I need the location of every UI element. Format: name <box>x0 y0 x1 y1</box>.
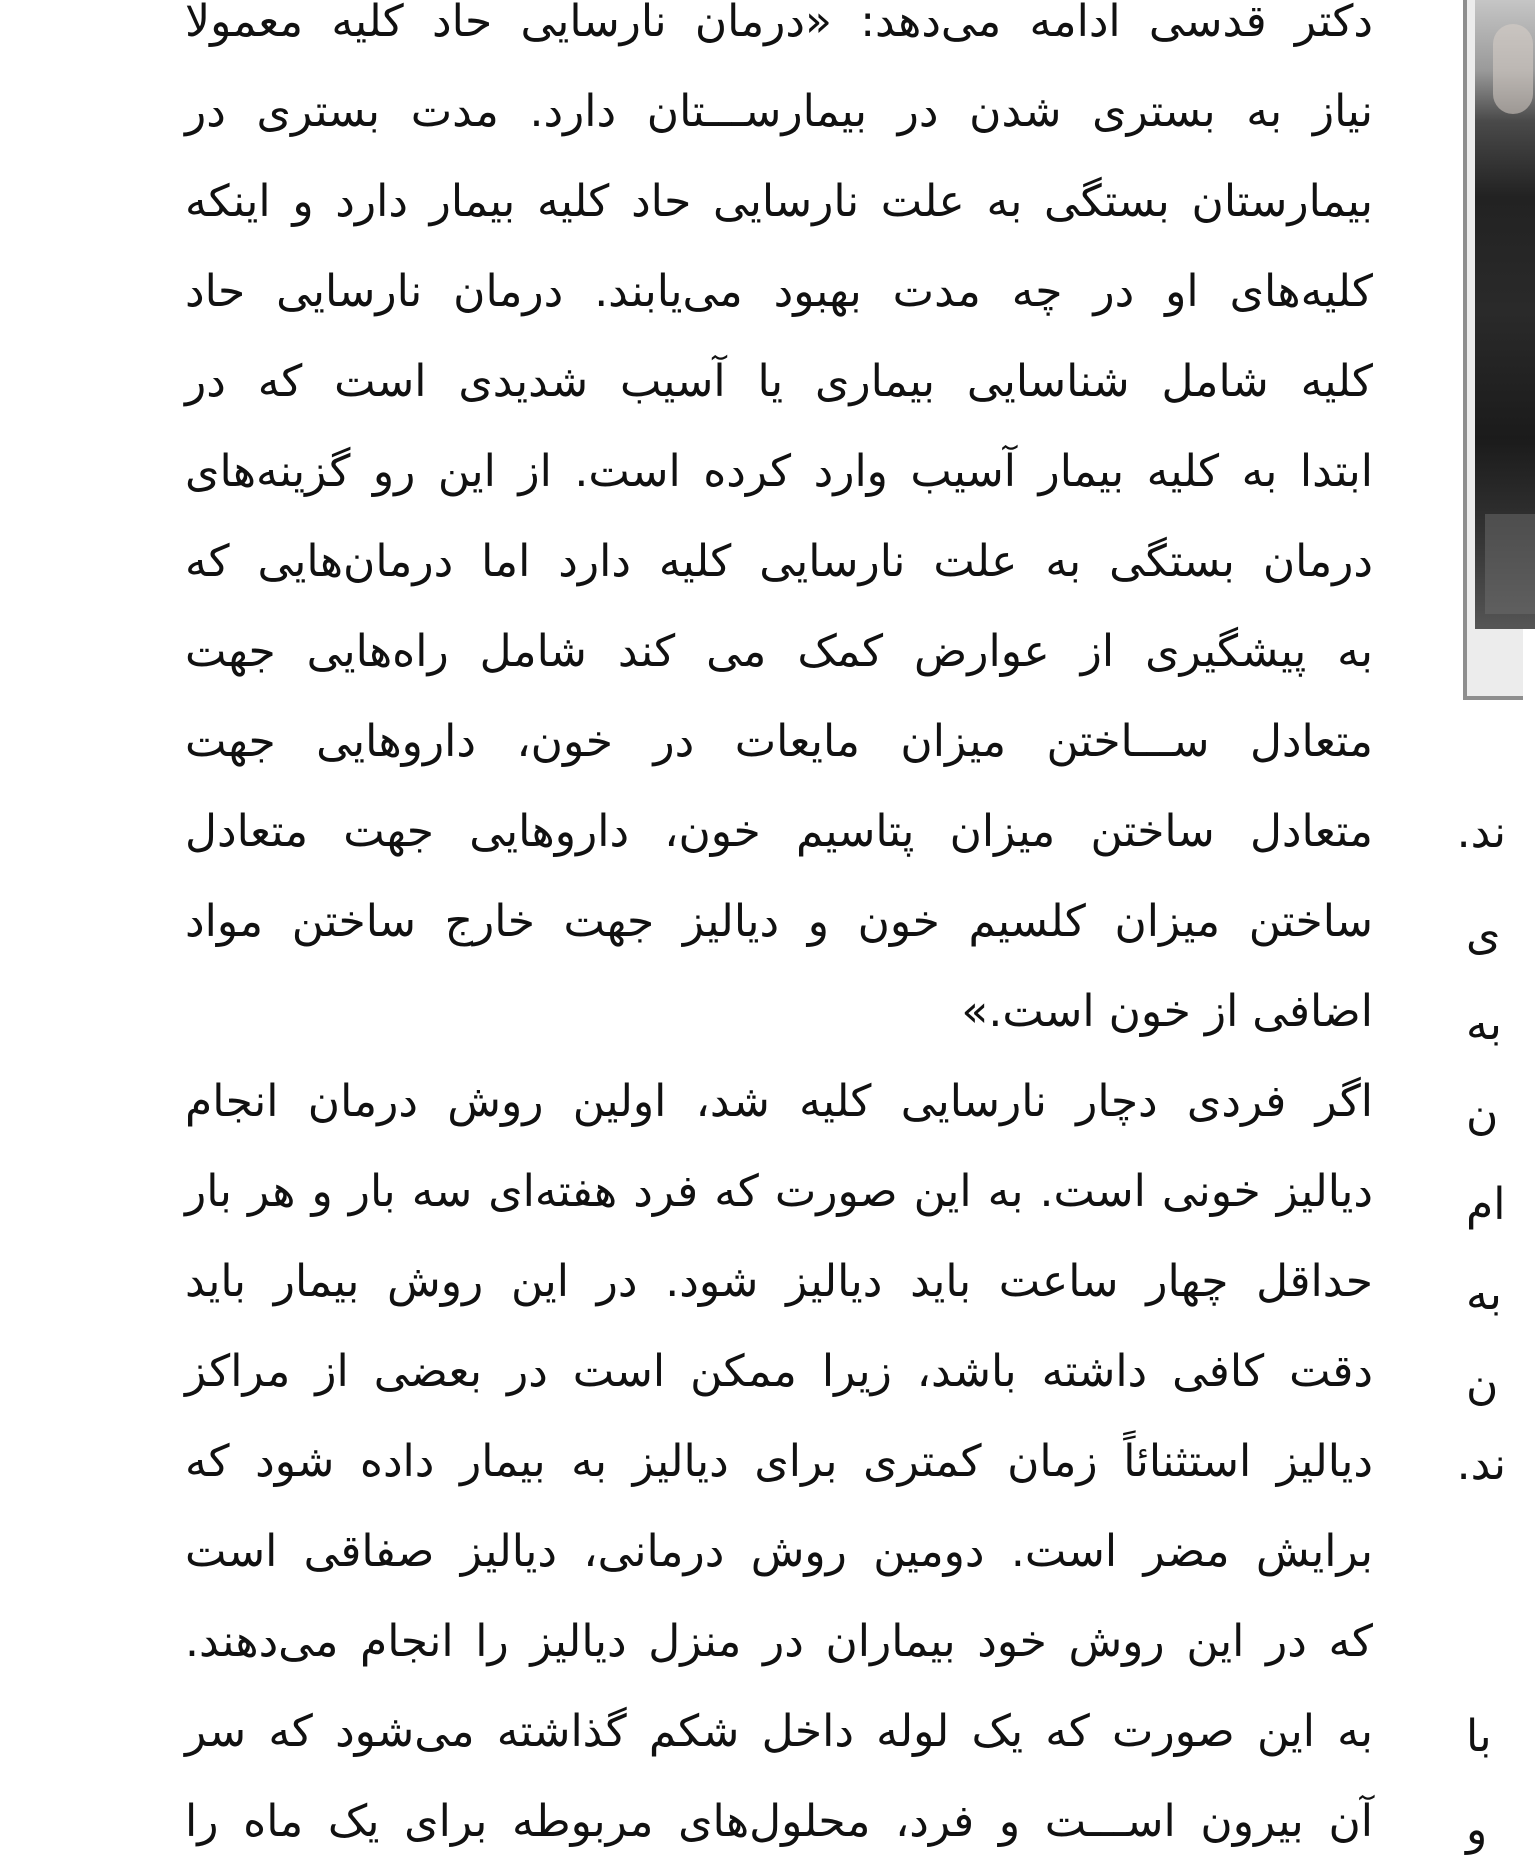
adjacent-column-fragment: با <box>1466 1711 1492 1762</box>
article-line-15: حداقل چهار ساعت باید دیالیز شود. در این روش بیمار باید <box>185 1256 1373 1307</box>
adjacent-column-fragment: ن <box>1466 1089 1499 1140</box>
article-line-19: که در این روش خود بیماران در منزل دیالیز را انجام می‌دهند. <box>185 1616 1373 1667</box>
article-line-21: آن بیرون اســـت و فرد، محلول‌های مربوطه برای یک ماه را <box>185 1796 1373 1847</box>
adjacent-column-fragment: ن <box>1466 1359 1499 1410</box>
article-line-17: دیالیز استثنائاً زمان کمتری برای دیالیز به بیمار داده شود که <box>185 1436 1373 1487</box>
article-line-14: دیالیز خونی است. به این صورت که فرد هفته‌ای سه بار و هر بار <box>185 1166 1373 1217</box>
adjacent-column-fragment: به <box>1466 999 1502 1050</box>
article-line-4: کلیه‌های او در چه مدت بهبود می‌یابند. درمان نارسایی حاد <box>185 266 1373 317</box>
adjacent-column-fragment: ند. <box>1456 1439 1506 1490</box>
article-line-11: ساختن میزان کلسیم خون و دیالیز جهت خارج ساختن مواد <box>185 896 1373 947</box>
article-line-8: به پیشگیری از عوارض کمک می کند شامل راه‌هایی جهت <box>185 626 1373 677</box>
adjacent-column-fragment: ند. <box>1456 807 1506 858</box>
article-line-1: دکتر قدسی ادامه می‌دهد: «درمان نارسایی حاد کلیه معمولا <box>185 0 1373 47</box>
article-photo-image <box>1475 0 1535 629</box>
adjacent-column-fragment: به <box>1466 1269 1502 1320</box>
article-line-10: متعادل ساختن میزان پتاسیم خون، داروهایی جهت متعادل <box>185 806 1373 857</box>
article-line-5: کلیه شامل شناسایی بیماری یا آسیب شدیدی است که در <box>185 356 1373 407</box>
article-line-13: اگر فردی دچار نارسایی کلیه شد، اولین روش درمان انجام <box>185 1076 1373 1127</box>
article-line-20: به این صورت که یک لوله داخل شکم گذاشته می‌شود که سر <box>185 1706 1373 1757</box>
adjacent-column-fragment: ام <box>1466 1179 1506 1230</box>
article-line-6: ابتدا به کلیه بیمار آسیب وارد کرده است. از این رو گزینه‌های <box>185 446 1373 497</box>
article-line-16: دقت کافی داشته باشد، زیرا ممکن است در بعضی از مراکز <box>185 1346 1373 1397</box>
adjacent-column-fragment: ی <box>1466 909 1501 960</box>
article-line-12: اضافی از خون است.» <box>961 986 1373 1037</box>
article-line-2: نیاز به بستری شدن در بیمارســـتان دارد. مدت بستری در <box>185 86 1373 137</box>
article-line-9: متعادل ســـاختن میزان مایعات در خون، داروهایی جهت <box>185 716 1373 767</box>
article-line-18: برایش مضر است. دومین روش درمانی، دیالیز صفاقی است <box>185 1526 1373 1577</box>
article-line-7: درمان بستگی به علت نارسایی کلیه دارد اما درمان‌هایی که <box>185 536 1373 587</box>
article-column <box>185 0 1373 1851</box>
adjacent-column-fragment: و <box>1466 1804 1488 1855</box>
article-line-3: بیمارستان بستگی به علت نارسایی حاد کلیه بیمار دارد و اینکه <box>185 176 1373 227</box>
article-photo <box>1463 0 1523 700</box>
